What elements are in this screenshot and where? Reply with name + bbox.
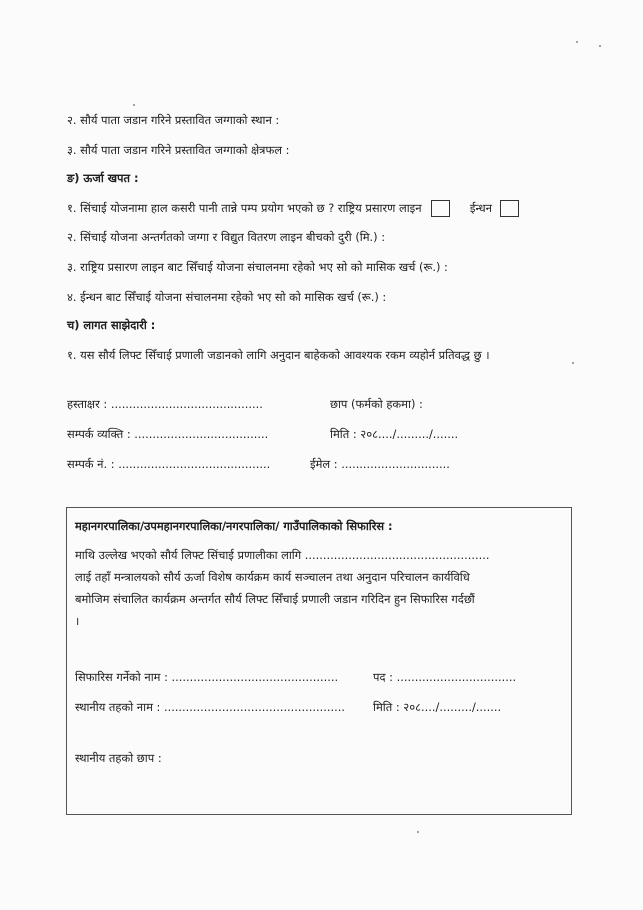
recommendation-box — [66, 507, 572, 815]
grid-cost-line: ३. राष्ट्रिय प्रसारण लाइन बाट सिँचाई योजना संचालनमा रहेको भए सो को मासिक खर्च (रू.) : — [67, 260, 448, 274]
location-line: २. सौर्य पाता जडान गरिने प्रस्तावित जग्गाको स्थान : — [67, 113, 280, 127]
scan-speck — [417, 831, 419, 833]
distance-line: २. सिंचाई योजना अन्तर्गतको जग्गा र विद्युत वितरण लाइन बीचको दुरी (मि.) : — [67, 230, 386, 244]
recommendation-text-2: लाई तहाँ मन्त्रालयको सौर्य ऊर्जा विशेष कार्यक्रम कार्य सञ्चालन तथा अनुदान परिचालन कार्यविधि — [75, 570, 470, 584]
recommender-name-field[interactable]: सिफारिस गर्नेको नाम : .............................................. — [75, 670, 339, 684]
grid-line-checkbox[interactable] — [431, 200, 450, 217]
scan-speck — [572, 362, 574, 364]
contact-number-field[interactable]: सम्पर्क नं. : .......................................... — [67, 457, 271, 471]
date-field[interactable]: मिति : २०८..../........./....... — [330, 427, 459, 441]
recommendation-date-field[interactable]: मिति : २०८..../........./....... — [373, 700, 502, 714]
recommendation-title: महानगरपालिका/उपमहानगरपालिका/नगरपालिका/ गाउँपालिकाको सिफारिस : — [75, 519, 393, 533]
signature-field[interactable]: हस्ताक्षर : .......................................... — [67, 397, 263, 411]
fuel-label: ईन्धन — [469, 201, 492, 215]
fuel-checkbox[interactable] — [500, 200, 519, 217]
recommendation-text-3: बमोजिम संचालित कार्यक्रम अन्तर्गत सौर्य लिफ्ट सिँचाई प्रणाली जडान गरिदिन हुन सिफारिस गर्दछौं — [75, 592, 475, 606]
firm-stamp-field[interactable]: छाप (फर्मको हकमा) : — [330, 397, 423, 411]
area-line: ३. सौर्य पाता जडान गरिने प्रस्तावित जग्गाको क्षेत्रफल : — [67, 143, 290, 157]
recommendation-text-1: माथि उल्लेख भएको सौर्य लिफ्ट सिंचाई प्रणालीका लागि ................................................... — [75, 548, 490, 562]
section-energy-heading: ङ) ऊर्जा खपत : — [67, 171, 139, 185]
pump-type-question: १. सिंचाई योजनामा हाल कसरी पानी तान्ने पम्प प्रयोग भएको छ ? राष्ट्रिय प्रसारण लाइन — [67, 201, 422, 215]
pump-type-line — [67, 200, 519, 217]
local-body-name-field[interactable]: स्थानीय तहको नाम : .................................................. — [75, 700, 345, 714]
scan-speck — [133, 104, 135, 106]
section-cost-sharing-heading: च) लागत साझेदारी : — [67, 318, 156, 332]
commitment-line: १. यस सौर्य लिफ्ट सिँचाई प्रणाली जडानको लागि अनुदान बाहेकको आवश्यक रकम व्यहोर्न प्रतिवद्ध छु । — [67, 348, 490, 362]
contact-person-field[interactable]: सम्पर्क व्यक्ति : ..................................... — [67, 427, 269, 441]
email-field[interactable]: ईमेल : .............................. — [310, 457, 450, 471]
scan-speck — [599, 45, 601, 47]
post-field[interactable]: पद : ................................. — [373, 670, 517, 684]
fuel-cost-line: ४. ईन्धन बाट सिँचाई योजना संचालनमा रहेको भए सो को मासिक खर्च (रू.) : — [67, 290, 387, 304]
local-body-stamp-field[interactable]: स्थानीय तहको छाप : — [75, 751, 162, 765]
recommendation-text-4: । — [75, 614, 80, 628]
scan-speck — [576, 41, 578, 43]
